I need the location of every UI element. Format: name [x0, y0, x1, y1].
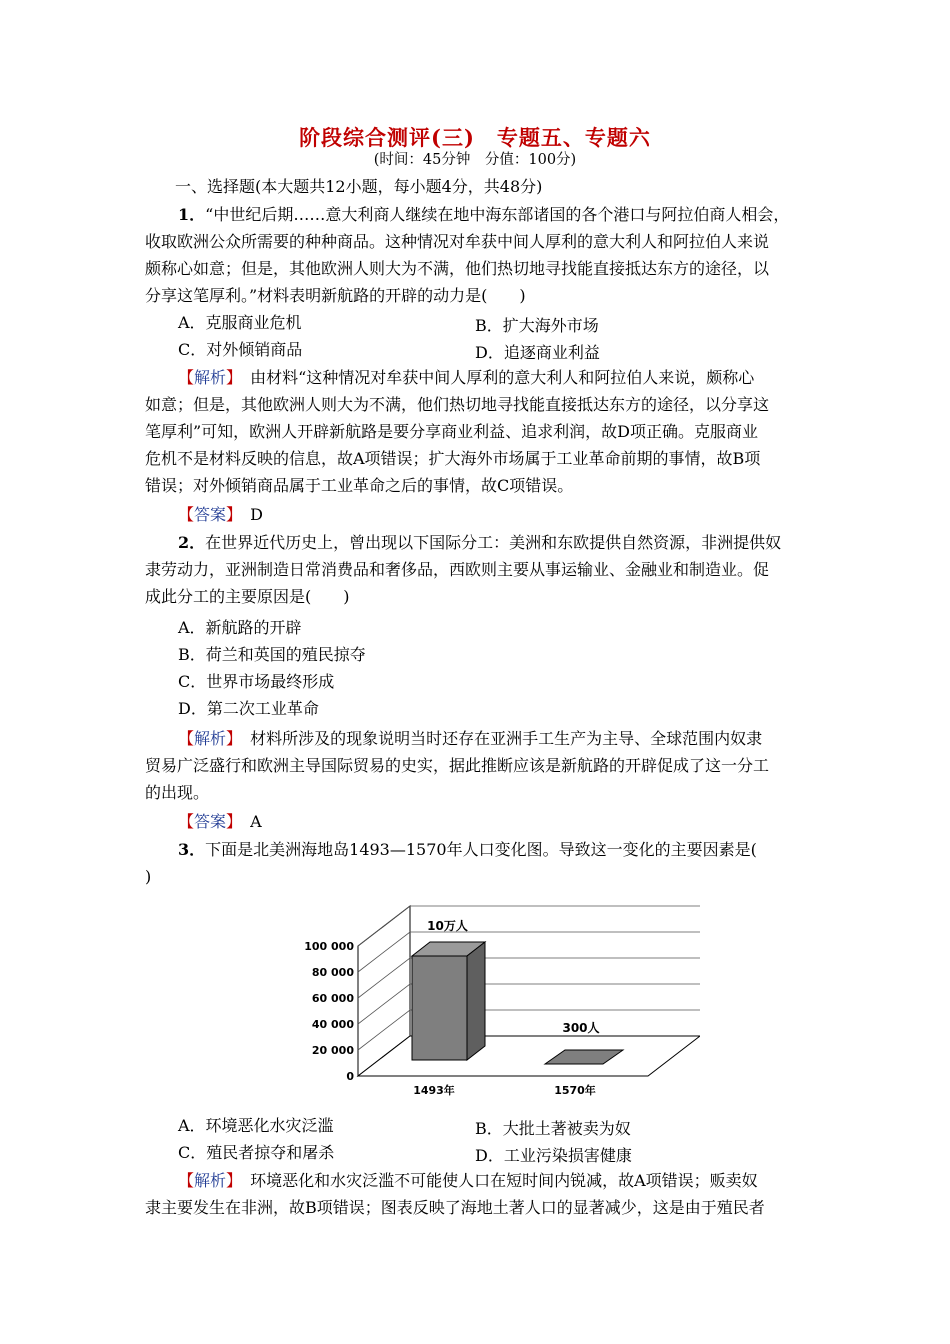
population-bar-chart: [290, 890, 700, 1110]
q1-analysis-line-5: 错误；对外倾销商品属于工业革命之后的事情，故C项错误。: [145, 476, 574, 495]
y-tick-label: 60 000: [311, 992, 354, 1005]
q3-option-d: D．工业污染损害健康: [475, 1146, 632, 1165]
q1-analysis-line-2: 如意；但是，其他欧洲人则大为不满，他们热切地寻找能直接抵达东方的途径，以分享这: [145, 395, 770, 414]
q2-option-c: C．世界市场最终形成: [178, 672, 335, 691]
q2-analysis-line-2: 贸易广泛盛行和欧洲主导国际贸易的史实，据此推断应该是新航路的开辟促成了这一分工: [145, 756, 770, 775]
q2-option-d: D．第二次工业革命: [178, 699, 319, 718]
q1-line-1: 1．“中世纪后期……意大利商人继续在地中海东部诸国的各个港口与阿拉伯商人相会，: [178, 205, 790, 224]
q2-analysis-line-3: 的出现。: [145, 783, 210, 802]
y-tick-label: 80 000: [311, 966, 354, 979]
section-heading: 一、选择题(本大题共12小题，每小题4分，共48分): [175, 177, 543, 196]
bar-side: [467, 942, 485, 1060]
q3-line-2: ): [145, 867, 152, 886]
q2-option-a: A．新航路的开辟: [178, 618, 302, 637]
q1-analysis-line-1: 【解析】 由材料“这种情况对牟获中间人厚利的意大利人和阿拉伯人来说，颇称心: [178, 368, 755, 387]
q1-option-b: B．扩大海外市场: [475, 316, 599, 335]
q3-option-c: C．殖民者掠夺和屠杀: [178, 1143, 335, 1162]
page-title: 阶段综合测评(三) 专题五、专题六: [299, 125, 651, 150]
page-subtitle: (时间：45分钟 分值：100分): [373, 152, 577, 168]
bar-data-label: 300人: [562, 1021, 600, 1035]
q3-option-b: B．大批土著被卖为奴: [475, 1119, 631, 1138]
answer-tag: 【答案】: [178, 505, 235, 524]
analysis-tag: 【解析】: [178, 1171, 235, 1190]
q1-answer: 【答案】 D: [178, 505, 263, 524]
y-tick-label: 20 000: [311, 1044, 354, 1057]
q3-line-1: 3．下面是北美洲海地岛1493—1570年人口变化图。导致这一变化的主要因素是(: [178, 840, 757, 859]
analysis-tag: 【解析】: [178, 368, 235, 387]
bar-front: [412, 956, 467, 1060]
q1-analysis-line-3: 笔厚利”可知，欧洲人开辟新航路是要分享商业利益、追求利润，故D项正确。克服商业: [145, 422, 759, 441]
q1-option-a: A．克服商业危机: [178, 313, 302, 332]
y-tick-label: 0: [346, 1070, 354, 1083]
q3-analysis-line-1: 【解析】 环境恶化和水灾泛滥不可能使人口在短时间内锐减，故A项错误；贩卖奴: [178, 1171, 758, 1190]
q2-answer: 【答案】 A: [178, 812, 262, 831]
q2-line-2: 隶劳动力，亚洲制造日常消费品和奢侈品，西欧则主要从事运输业、金融业和制造业。促: [145, 560, 770, 579]
q1-line-4: 分享这笔厚利。”材料表明新航路的开辟的动力是( ): [145, 286, 526, 305]
q1-line-2: 收取欧洲公众所需要的种种商品。这种情况对牟获中间人厚利的意大利人和阿拉伯人来说: [145, 232, 770, 251]
q2-number: 2．: [178, 533, 206, 552]
q2-analysis-line-1: 【解析】 材料所涉及的现象说明当时还存在亚洲手工生产为主导、全球范围内奴隶: [178, 729, 763, 748]
answer-tag: 【答案】: [178, 812, 235, 831]
q2-line-3: 成此分工的主要原因是( ): [145, 587, 350, 606]
q3-analysis-line-2: 隶主要发生在非洲，故B项错误；图表反映了海地土著人口的显著减少，这是由于殖民者: [145, 1198, 765, 1217]
y-tick-label: 40 000: [311, 1018, 354, 1031]
q1-option-c: C．对外倾销商品: [178, 340, 303, 359]
y-tick-label: 100 000: [304, 940, 354, 953]
x-category-label: 1570年: [554, 1084, 596, 1097]
analysis-tag: 【解析】: [178, 729, 235, 748]
x-category-label: 1493年: [413, 1084, 455, 1097]
q3-number: 3．: [178, 840, 206, 859]
q3-option-a: A．环境恶化水灾泛滥: [178, 1116, 334, 1135]
q1-number: 1．: [178, 205, 206, 224]
q1-option-d: D．追逐商业利益: [475, 343, 600, 362]
chart-floor: [358, 1036, 700, 1076]
q2-line-1: 2．在世界近代历史上，曾出现以下国际分工：美洲和东欧提供自然资源，非洲提供奴: [178, 533, 782, 552]
q1-line-3: 颇称心如意；但是，其他欧洲人则大为不满，他们热切地寻找能直接抵达东方的途径，以: [145, 259, 770, 278]
q2-option-b: B．荷兰和英国的殖民掠夺: [178, 645, 366, 664]
q1-analysis-line-4: 危机不是材料反映的信息，故A项错误；扩大海外市场属于工业革命前期的事情，故B项: [145, 449, 761, 468]
bar-data-label: 10万人: [427, 919, 468, 933]
